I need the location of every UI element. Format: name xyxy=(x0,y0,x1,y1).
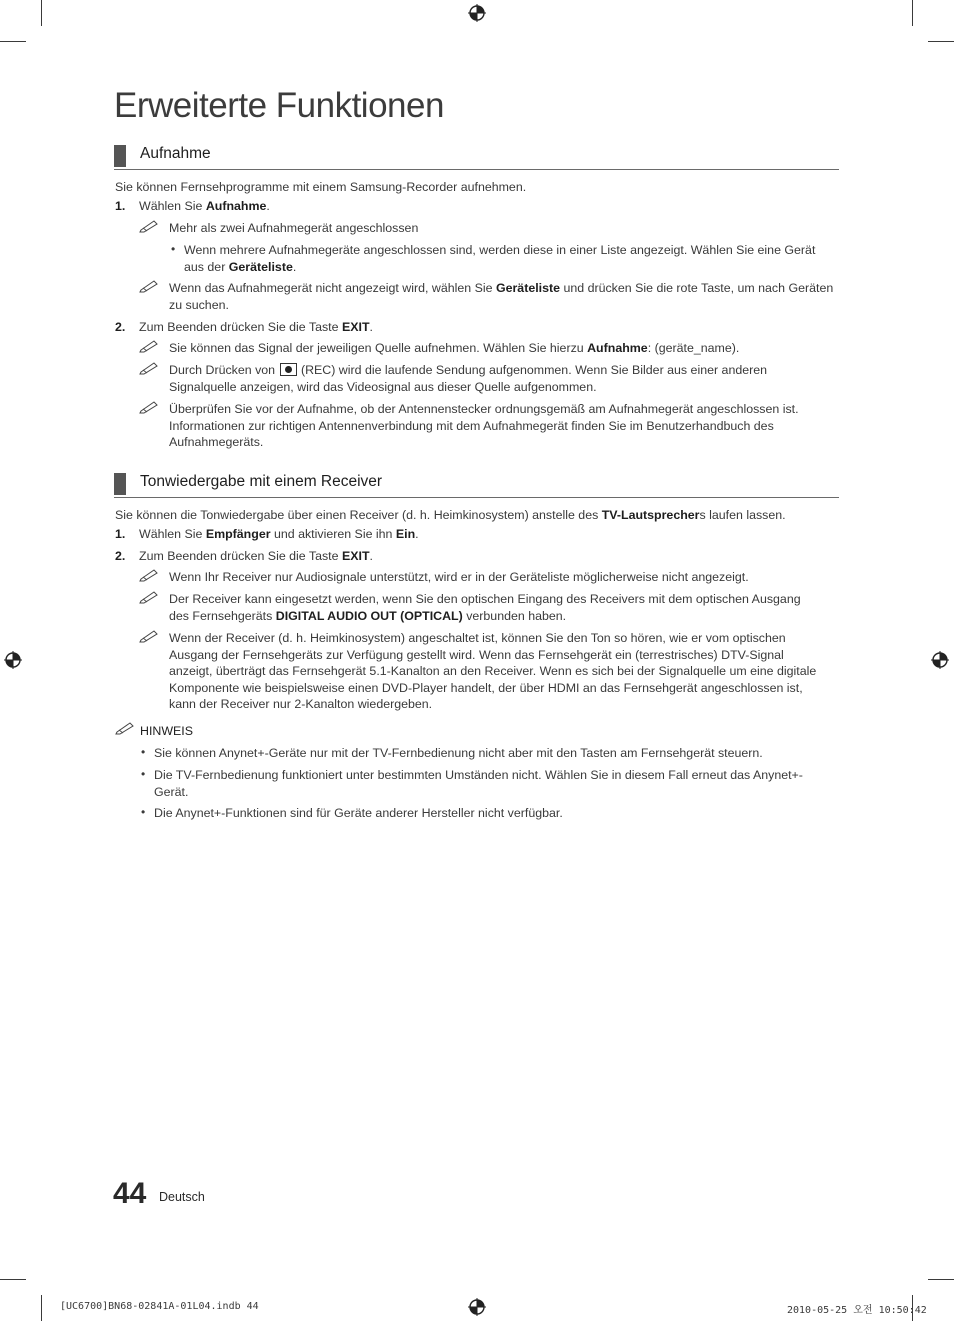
section-bar xyxy=(114,473,126,495)
step-number: 1. xyxy=(115,199,126,213)
bullet-text xyxy=(184,242,832,275)
registration-mark-icon xyxy=(4,651,22,669)
intro-text-part: Sie können die Tonwiedergabe über einen Receiver (d. h. Heimkinosystem) anstelle des xyxy=(115,508,602,522)
crop-mark xyxy=(912,0,913,26)
page-title: Erweiterte Funktionen xyxy=(114,86,444,125)
note-text-part: Der Receiver kann eingesetzt werden, wenn Sie den optischen Eingang des Receivers mit dem optischen Ausgang des Fernsehgeräts xyxy=(169,592,801,623)
note-text: Mehr als zwei Aufnahmegerät angeschlossen xyxy=(169,221,419,235)
step-text-bold: Empfänger xyxy=(205,527,271,541)
step-text-part: . xyxy=(369,549,373,563)
bullet-text-part: . xyxy=(292,259,297,274)
section-intro xyxy=(115,507,840,524)
hinweis-item: Die Anynet+-Funktionen sind für Geräte anderer Hersteller nicht verfügbar. xyxy=(154,806,563,820)
step-text-bold: EXIT xyxy=(341,320,370,334)
bullet-dot: • xyxy=(141,805,146,819)
intro-text-part: s laufen lassen. xyxy=(699,508,786,522)
step-text-part: Wählen Sie xyxy=(139,527,206,541)
bullet-dot: • xyxy=(141,745,146,759)
footer-date: 2010-05-25 오전 10:50:42 xyxy=(787,1305,927,1316)
note-text-part: Sie können das Signal der jeweiligen Quelle aufnehmen. Wählen Sie hierzu xyxy=(169,341,588,355)
page-language: Deutsch xyxy=(159,1190,205,1204)
note-pencil-icon xyxy=(139,400,159,414)
note-pencil-icon xyxy=(139,568,159,582)
step-text-bold: Aufnahme xyxy=(205,199,267,213)
step-text-bold: Ein xyxy=(395,527,416,541)
note-text xyxy=(169,340,839,357)
section-intro: Sie können Fernsehprogramme mit einem Samsung-Recorder aufnehmen. xyxy=(115,180,527,194)
crop-mark xyxy=(0,1279,26,1280)
section-header-aufnahme xyxy=(114,145,839,170)
section-header-receiver xyxy=(114,473,839,498)
step-number: 2. xyxy=(115,549,126,563)
step-text xyxy=(139,319,839,336)
rec-button-icon xyxy=(280,363,297,376)
crop-mark xyxy=(0,41,26,42)
step-number: 2. xyxy=(115,320,126,334)
note-pencil-icon xyxy=(139,629,159,643)
note-pencil-icon xyxy=(139,590,159,604)
note-text-part: und drücken Sie die rote Taste, um nach Geräten zu suchen. xyxy=(169,281,834,312)
note-text xyxy=(169,591,809,624)
note-text-part: verbunden haben. xyxy=(462,608,567,623)
note-pencil-icon xyxy=(139,339,159,353)
note-pencil-icon xyxy=(139,219,159,233)
note-text: Wenn der Receiver (d. h. Heimkinosystem) angeschaltet ist, können Sie den Ton so hören, wie er vom optischen Ausgang der Fernsehgeräts zur Verfügung gestellt wird. Wenn das Fernsehgerät ein (terrestrisches) DTV-Signal anzeigt, überträgt das Fernsehgerät 5.1-Kanalton an den Receiver. Wenn es sich bei der Signalquelle um eine digitale Komponente wie beispielsweise einen DVD-Player handelt, der über HDMI an das Fernsehgerät angeschlossen ist, kann der Receiver nur 2-Kanalton wiedergeben. xyxy=(169,631,817,711)
step-text xyxy=(139,198,839,215)
bullet-text-bold: Geräteliste xyxy=(228,259,293,274)
step-text xyxy=(139,526,839,543)
bullet-text-part: Wenn mehrere Aufnahmegeräte angeschlossen sind, werden diese in einer Liste angezeigt. Wählen Sie eine Gerät aus der xyxy=(184,243,816,274)
intro-text-bold: TV-Lautsprecher xyxy=(601,508,700,522)
note-pencil-icon xyxy=(115,721,135,735)
registration-mark-icon xyxy=(468,1298,486,1316)
hinweis-item: Sie können Anynet+-Geräte nur mit der TV-Fernbedienung nicht aber mit den Tasten am Fernsehgerät steuern. xyxy=(154,746,763,760)
step-text-part: Wählen Sie xyxy=(139,199,206,213)
note-pencil-icon xyxy=(139,279,159,293)
section-title: Aufnahme xyxy=(140,145,211,162)
bullet-dot: • xyxy=(141,767,146,781)
note-text-bold: Geräteliste xyxy=(495,281,561,295)
note-text xyxy=(169,280,834,313)
footer-file: [UC6700]BN68-02841A-01L04.indb 44 xyxy=(60,1301,259,1312)
bullet-dot: • xyxy=(171,242,176,256)
note-text: Wenn Ihr Receiver nur Audiosignale unterstützt, wird er in der Geräteliste möglicherweise nicht angezeigt. xyxy=(169,570,749,584)
crop-mark xyxy=(41,1295,42,1321)
step-text-bold: EXIT xyxy=(341,549,370,563)
step-text-part: Zum Beenden drücken Sie die Taste xyxy=(139,320,342,334)
page-number: 44 xyxy=(113,1177,147,1210)
crop-mark xyxy=(928,1279,954,1280)
step-text-part: . xyxy=(415,527,419,541)
hinweis-item: Die TV-Fernbedienung funktioniert unter bestimmten Umständen nicht. Wählen Sie in diesem Fall erneut das Anynet+-Gerät. xyxy=(154,768,803,799)
step-text xyxy=(139,548,839,565)
step-text-part: . xyxy=(369,320,373,334)
step-text-part: und aktivieren Sie ihn xyxy=(270,527,396,541)
section-title: Tonwiedergabe mit einem Receiver xyxy=(140,473,383,490)
step-text-part: . xyxy=(266,199,270,213)
hinweis-label: HINWEIS xyxy=(140,724,194,738)
note-pencil-icon xyxy=(139,361,159,375)
note-text: Überprüfen Sie vor der Aufnahme, ob der Antennenstecker ordnungsgemäß am Aufnahmegerät angeschlossen ist. Informationen zur richtigen Antennenverbindung mit dem Aufnahmegerät finden Sie im Benutzerhandbuch des Aufnahmegeräts. xyxy=(169,402,799,449)
note-text-bold: DIGITAL AUDIO OUT (OPTICAL) xyxy=(275,608,463,623)
section-bar xyxy=(114,145,126,167)
registration-mark-icon xyxy=(468,4,486,22)
note-text-part: (REC) wird die laufende Sendung aufgenommen. Wenn Sie Bilder aus einer anderen Signalquelle anzeigen, wird das Videosignal aus dieser Quelle aufgenommen. xyxy=(169,363,768,394)
crop-mark xyxy=(928,41,954,42)
note-text-part: : (geräte_name). xyxy=(647,341,740,355)
step-text-part: Zum Beenden drücken Sie die Taste xyxy=(139,549,342,563)
note-text-bold: Aufnahme xyxy=(587,341,648,355)
step-number: 1. xyxy=(115,527,126,541)
note-text xyxy=(169,362,819,395)
crop-mark xyxy=(41,0,42,26)
note-text-part: Durch Drücken von xyxy=(169,363,279,377)
note-text-part: Wenn das Aufnahmegerät nicht angezeigt wird, wählen Sie xyxy=(169,281,496,295)
registration-mark-icon xyxy=(931,651,949,669)
